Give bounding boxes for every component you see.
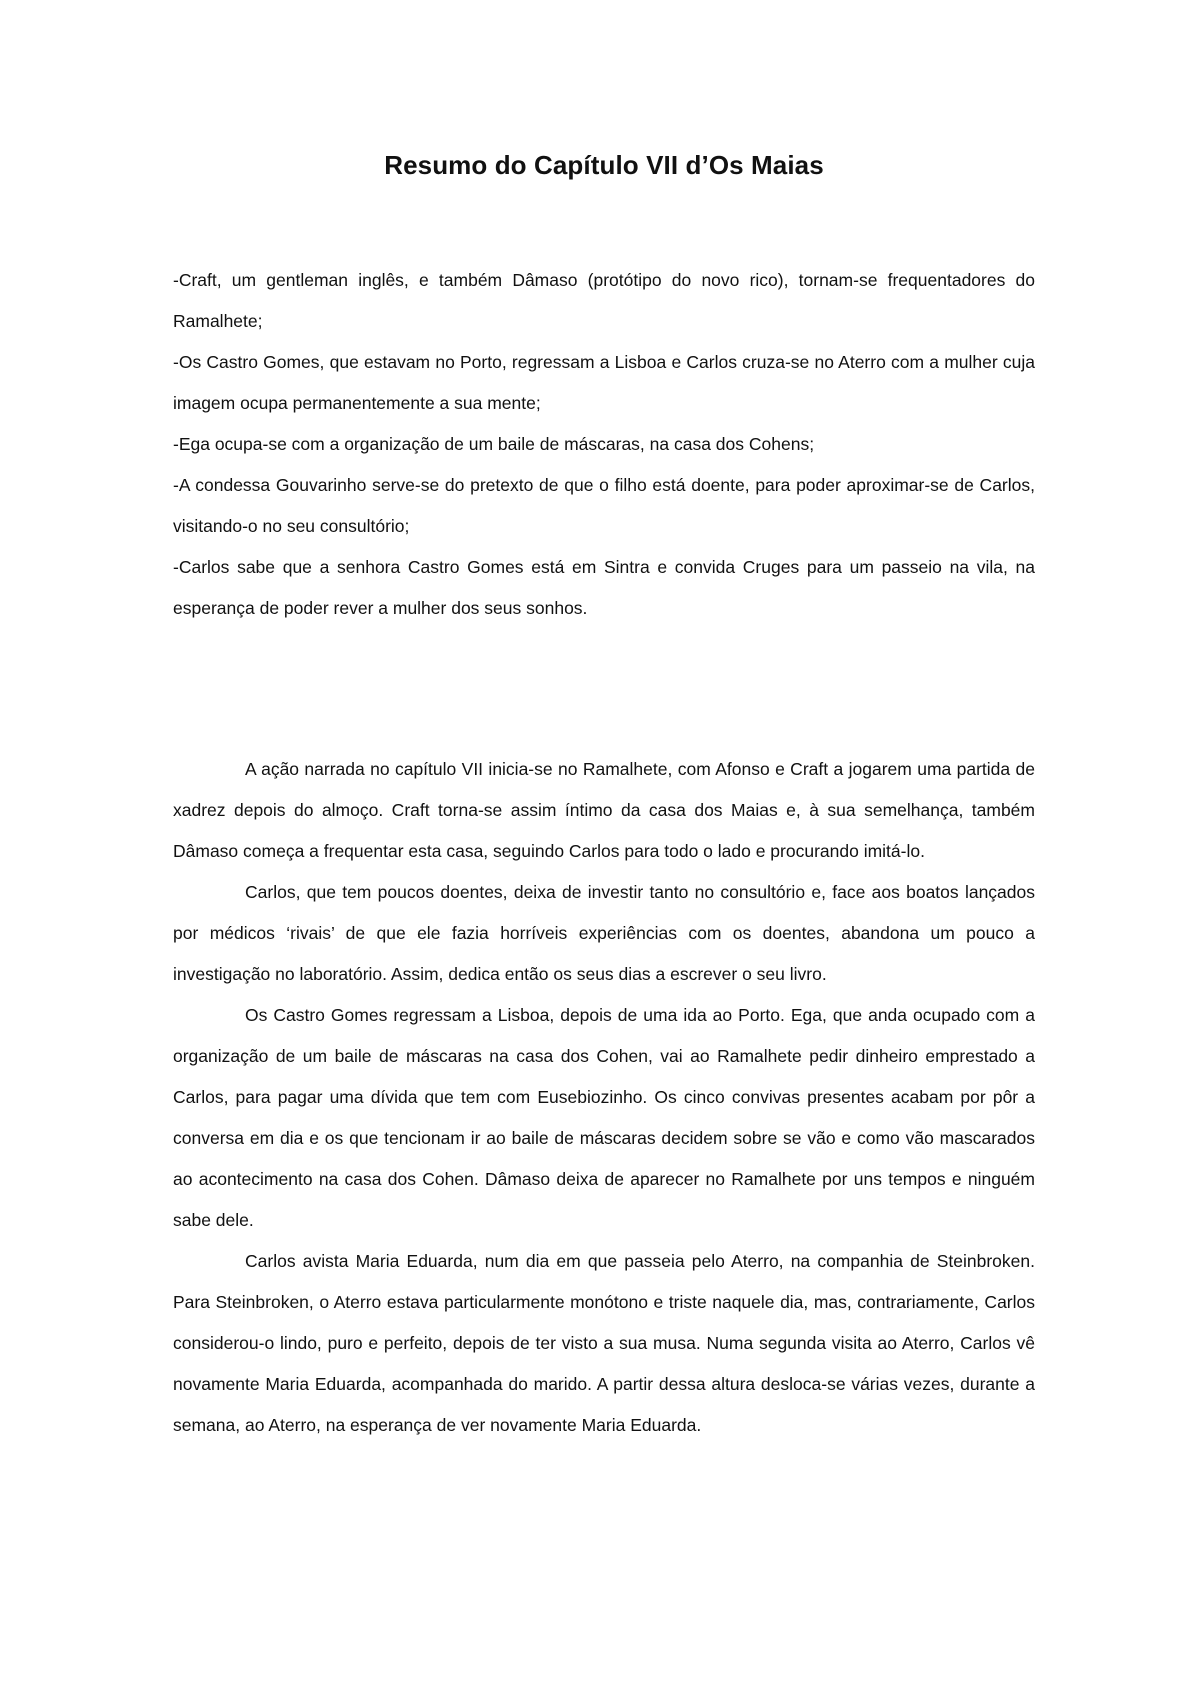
summary-item: -Craft, um gentleman inglês, e também Dâmaso (protótipo do novo rico), tornam-se frequentadores do Ramalhete;	[173, 270, 1035, 331]
summary-item: -A condessa Gouvarinho serve-se do pretexto de que o filho está doente, para poder aproximar-se de Carlos, visitando-o no seu consultório;	[173, 475, 1035, 536]
summary-item: -Os Castro Gomes, que estavam no Porto, regressam a Lisboa e Carlos cruza-se no Aterro com a mulher cuja imagem ocupa permanentemente a sua mente;	[173, 352, 1035, 413]
summary-item: -Carlos sabe que a senhora Castro Gomes está em Sintra e convida Cruges para um passeio na vila, na esperança de poder rever a mulher dos seus sonhos.	[173, 557, 1035, 618]
document-title: Resumo do Capítulo VII d’Os Maias	[384, 150, 824, 180]
document-page	[173, 0, 1035, 1698]
body-text	[173, 749, 1035, 1446]
body-paragraph: Os Castro Gomes regressam a Lisboa, depois de uma ida ao Porto. Ega, que anda ocupado com a organização de um baile de máscaras na casa dos Cohen, vai ao Ramalhete pedir dinheiro emprestado a Carlos, para pagar uma dívida que tem com Eusebiozinho. Os cinco convivas presentes acabam por pôr a conversa em dia e os que tencionam ir ao baile de máscaras decidem sobre se vão e como vão mascarados ao acontecimento na casa dos Cohen. Dâmaso deixa de aparecer no Ramalhete por uns tempos e ninguém sabe dele.	[173, 1005, 1035, 1230]
summary-list	[173, 260, 1035, 629]
body-paragraph: A ação narrada no capítulo VII inicia-se no Ramalhete, com Afonso e Craft a jogarem uma partida de xadrez depois do almoço. Craft torna-se assim íntimo da casa dos Maias e, à sua semelhança, também Dâmaso começa a frequentar esta casa, seguindo Carlos para todo o lado e procurando imitá-lo.	[173, 759, 1035, 861]
body-paragraph: Carlos avista Maria Eduarda, num dia em que passeia pelo Aterro, na companhia de Steinbroken. Para Steinbroken, o Aterro estava particularmente monótono e triste naquele dia, mas, contrariamente, Carlos considerou-o lindo, puro e perfeito, depois de ter visto a sua musa. Numa segunda visita ao Aterro, Carlos vê novamente Maria Eduarda, acompanhada do marido. A partir dessa altura desloca-se várias vezes, durante a semana, ao Aterro, na esperança de ver novamente Maria Eduarda.	[173, 1251, 1035, 1435]
summary-item: -Ega ocupa-se com a organização de um baile de máscaras, na casa dos Cohens;	[173, 434, 815, 454]
body-paragraph: Carlos, que tem poucos doentes, deixa de investir tanto no consultório e, face aos boatos lançados por médicos ‘rivais’ de que ele fazia horríveis experiências com os doentes, abandona um pouco a investigação no laboratório. Assim, dedica então os seus dias a escrever o seu livro.	[173, 882, 1035, 984]
